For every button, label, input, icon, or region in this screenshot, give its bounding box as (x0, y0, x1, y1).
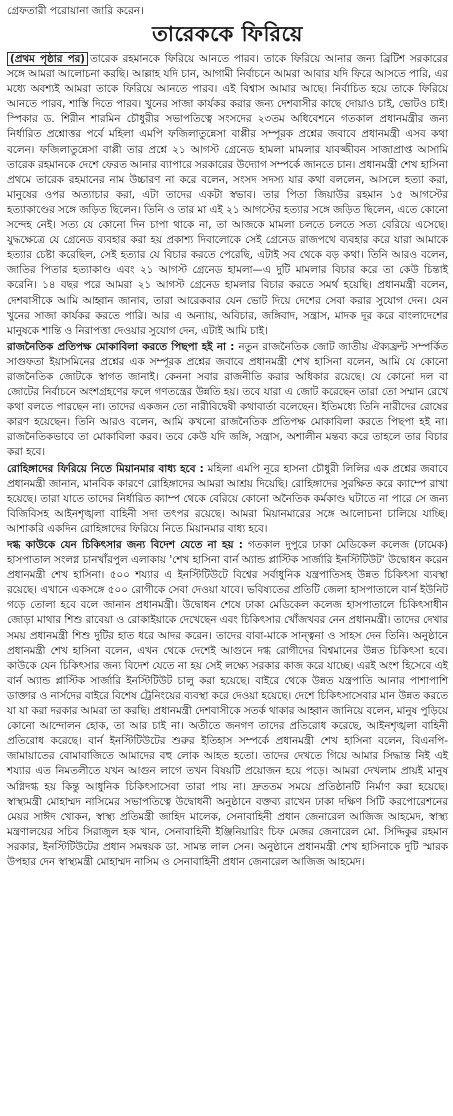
paragraph-text: নতুন রাজনৈতিক জোট জাতীয় ঐক্যফ্রন্ট সম্পর্কিত সাগুফতা ইয়াসমিনের প্রশ্নের এক সম্পূরক প্রশ্নের জবাবে প্রধানমন্ত্রী শেখ হাসিনা বলেন, আমি যে কোনো রাজনৈতিক জোটকে স্বাগত জানাই। কেননা সবার রাজনীতি করার অধিকার রয়েছে। যে কোনো দল বা জোটের নির্বাচনে অংশগ্রহণের ফলে গণতন্ত্রের উন্নতি হয়। তবে যারা এ জোট করেছেন তারা তো সম্মান রেখে কথা বলতে পারছেন না। তাদের একজন তো নারীবিদ্বেষী কথাবার্তা বলেছেন। ইতিমধ্যে তিনি নারীদের রোষের কারণ হয়েছেন। তিনি আরও বলেন, আমি কখনো রাজনৈতিক প্রতিপক্ষ মোকাবিলা করতে পিছপা হই না। রাজনৈতিকভাবে তা মোকাবিলা করব। তবে কেউ যদি জঙ্গি, সন্ত্রাস, অশালীন মন্তব্য করে তাহলে তার বিচার করা হবে। (7, 340, 449, 459)
paragraph-political-rivals (7, 340, 448, 461)
subheading: রাজনৈতিক প্রতিপক্ষ মোকাবিলা করতে পিছপা হই না : (7, 340, 235, 353)
paragraph-burn-institute (7, 538, 448, 870)
subheading: রোহিঙ্গাদের ফিরিয়ে নিতে মিয়ানমার বাধ্য হবে : (7, 462, 204, 475)
paragraph-text: মহিলা এমপি নূরে হাসনা চৌধুরী লিলির এক প্রশ্নের জবাবে প্রধানমন্ত্রী জানান, মানবিক কারণে রোহিঙ্গাদের আমরা আশ্রয় দিয়েছি। রোহিঙ্গাদের সুরক্ষিত করে ক্যাম্পে রাখা হয়েছে। তারা যাতে তাদের নির্ধারিত ক্যাম্প থেকে বেরিয়ে কোনো অনৈতিক কর্মকাণ্ড ঘটাতে না পারে সে জন্য বিজিবিসহ আইনশৃঙ্খলা বাহিনী সদা তৎপর রয়েছে। আমরা মিয়ানমারের সঙ্গে আলোচনা চালিয়ে যাচ্ছি। আশাকরি একদিন রোহিঙ্গাদের ফিরিয়ে নিতে মিয়ানমার বাধ্য হবে। (7, 462, 448, 535)
continuation-label: (প্রথম পৃষ্ঠার পর) (7, 52, 88, 66)
subheading: দগ্ধ কাউকে যেন চিকিৎসার জন্য বিদেশ যেতে না হয় : (7, 539, 243, 551)
previous-article-end: গ্রেফতারী পরোয়ানা জারি করেন। (7, 5, 144, 17)
article-headline: তারেককে ফিরিয়ে (152, 21, 303, 46)
paragraph-intro (7, 52, 448, 339)
paragraph-text: তারেক রহমানকে ফিরিয়ে আনতে পারব। তাকে ফিরিয়ে আনার জন্য ব্রিটিশ সরকারের সঙ্গে আমরা আলোচনা করছি। আল্লাহ যদি চান, আগামী নির্বাচনে আমরা আবার যদি ফিরে আসতে পারি, এর মধ্যে অবশ্যই আমরা তাকে ফিরিয়ে আনতে পারব। এই বিশ্বাস আমার আছে। নির্বাচিত হয়ে তাকে ফিরিয়ে আনতে পারব, শাস্তি দিতে পারব। খুনের সাজা কার্যকর করার জন্য দেশবাসীর কাছে দোয়াও চাই, ভোটও চাই। স্পিকার ড. শিরীন শারমিন চৌধুরীর সভাপতিত্বে সংসদের ২৩তম অধিবেশনে গতকাল প্রধানমন্ত্রীর জন্য নির্ধারিত প্রশ্নোত্তর পর্বে মহিলা এমপি ফজিলাতুন্নেসা বাপ্পীর সম্পূরক প্রশ্নের জবাবে প্রধানমন্ত্রী এসব কথা বলেন। ফজিলাতুন্নেসা বাপ্পী তার প্রশ্নে ২১ আগস্ট গ্রেনেড হামলা মামলার যাবজ্জীবন সাজাপ্রাপ্ত আসামি তারেক রহমানকে দেশে ফেরত আনার ব্যাপারে সরকারের উদ্যোগ সম্পর্কে জানতে চান। প্রধানমন্ত্রী শেখ হাসিনা প্রথমে তারেক রহমানের নাম উচ্চারণ না করে বলেন, সংসদ সদস্য যার কথা বললেন, আসলে হত্যা করা, মানুষের ওপর অত্যাচার করা, এটা তাদের একটা স্বভাব। তার পিতা জিয়াউর রহমান ১৫ আগস্টের হত্যাকাণ্ডের সঙ্গে জড়িত ছিলেন। তিনি ও তার মা এই ২১ আগস্টের হত্যার সঙ্গে জড়িত ছিলেন, এতে কোনো সন্দেহ নেই। সত্য যে কোনো দিন চাপা থাকে না, তা আজকে মামলা চলতে চলতে সত্য বেরিয়ে এসেছে। যুদ্ধক্ষেত্রে যে গ্রেনেড ব্যবহার করা হয় প্রকাশ্য দিবালোকে সেই গ্রেনেড রাজপথে ব্যবহার করে যারা আমাকে হত্যার চেষ্টা করেছিল, সেই হত্যার যে বিচার করতে পেরেছি, এটাই সব থেকে বড় কথা। তিনি আরও বলেন, জাতির পিতার হত্যাকাণ্ড এবং ২১ আগস্ট গ্রেনেড হামলা—এ দুটি মামলার বিচার করে তা কেউ চিন্তাই করেনি। ১৪ বছর পরে আমরা ২১ আগস্ট গ্রেনেড হামলার বিচার করতে সমর্থ হয়েছি। প্রধানমন্ত্রী বলেন, দেশবাসীকে আমি আহ্বান জানাব, তারা আরেকবার যেন ভোট দিয়ে দেশের সেবা করার সুযোগ দেন। যেন খুনের সাজা কার্যকর করতে পারি। আর এ অন্যায়, অবিচার, জঙ্গিবাদ, সন্ত্রাস, মাদক দূর করে বাংলাদেশের মানুষকে শান্তি ও নিরাপত্তা দেওয়ার সুযোগ দেন, এটাই আমি চাই। (7, 53, 448, 337)
paragraph-rohingya (7, 462, 448, 537)
paragraph-text: গতকাল দুপুরে ঢাকা মেডিকেল কলেজ (ঢামেক) হাসপাতাল সংলগ্ন চানখাঁরপুল এলাকায় 'শেখ হাসিনা বার্ন অ্যান্ড প্লাস্টিক সার্জারি ইনস্টিটিউট' উদ্বোধন করেন প্রধানমন্ত্রী শেখ হাসিনা। ৫০০ শয্যার এ ইনস্টিটিউটে বিশ্বের সর্বাধুনিক যন্ত্রপাতিসহ উন্নত চিকিৎসা ব্যবস্থা রয়েছে। এখানে একসঙ্গে ৫০০ রোগীকে সেবা দেওয়া যাবে। ভবিষ্যতের প্রতিটি জেলা হাসপাতালে বার্ন ইউনিট গড়ে তোলা হবে বলে জানান প্রধানমন্ত্রী। উদ্বোধন শেষে ঢাকা মেডিকেল কলেজ হাসপাতালে চিকিৎসাধীন জোড়া মাথার শিশু রাবেয়া ও রোকাইয়াকে দেখেছেন এবং চিকিৎসার খোঁজখবর নেন প্রধানমন্ত্রী। তাদের দেখার সময় প্রধানমন্ত্রী শিশু দুটির হাত ধরে আদর করেন। তাদের বাবা-মাকে সান্ত্বনা ও সাহস দেন তিনি। অনুষ্ঠানে প্রধানমন্ত্রী শেখ হাসিনা বলেন, এখন থেকে দেশেই আগুনে দগ্ধ রোগীদের বিশ্বমানের উন্নত চিকিৎসা হবে। কাউকে যেন চিকিৎসার জন্য বিদেশ যেতে না হয় সেই লক্ষ্যে সরকার কাজ করে যাচ্ছে। এরই অংশ হিসেবে এই বার্ন অ্যান্ড প্লাস্টিক সার্জারি ইনস্টিটিউট চালু করা হয়েছে। বাইরে থেকে উন্নত যন্ত্রপাতি আনার পাশাপাশি ডাক্তার ও নার্সদের বাইরে বিশেষ ট্রেনিংয়ের ব্যবস্থা করে দেওয়া হয়েছে। দেশে চিকিৎসাসেবার মান উন্নত করতে যা যা করা দরকার আমরা তা করছি। প্রধানমন্ত্রী দেশবাসীকে সতর্ক থাকার আহ্বান জানিয়ে বলেন, মানুষ পুড়িয়ে কোনো আন্দোলন হোক, তা আর চাই না। অতীতে জনগণ তাদের প্রতিরোধ করেছে, আইনশৃঙ্খলা বাহিনী প্রতিরোধ করেছে। বার্ন ইনস্টিটিউটের শুরুর ইতিহাস সম্পর্কে প্রধানমন্ত্রী শেখ হাসিনা বলেন, বিএনপি-জামায়াতের বোমাবাজিতে আমাদের বহু লোক আহত হতো। তাদের দেখতে গিয়ে আমার সিদ্ধান্ত নিই এই শয্যার এত নিমতলীতে যখন আগুন লাগে তখন বিষয়টি প্রয়োজন হয়ে পড়ে। আমরা দেখলাম প্রায়ই মানুষ অগ্নিদগ্ধ হয় কিন্তু আধুনিক চিকিৎসাসেবা তারা পায় না। দ্রুততম সময়ে প্রতিষ্ঠানটি নির্মাণ করা হয়েছে। স্বাস্থ্যমন্ত্রী মোহাম্মদ নাসিমের সভাপতিত্বে উদ্বোধনী অনুষ্ঠানে বক্তব্য রাখেন ঢাকা দক্ষিণ সিটি করপোরেশনের মেয়র সাঈদ খোকন, স্বাস্থ্য প্রতিমন্ত্রী জাহিদ মালেক, সেনাবাহিনী প্রধান জেনারেল আজিজ আহমেদ, স্বাস্থ্য মন্ত্রণালয়ের সচিব সিরাজুল হক খান, সেনাবাহিনী ইঞ্জিনিয়ারিং চিফ মেজর জেনারেল মো. সিদ্দিকুর রহমান সরকার, ইনস্টিটিউটের প্রধান সমন্বয়ক ডা. সামন্ত লাল সেন। অনুষ্ঠানে প্রধানমন্ত্রী শেখ হাসিনাকে দুটি স্মারক উপহার দেন স্বাস্থ্যমন্ত্রী মোহাম্মদ নাসিম ও সেনাবাহিনী প্রধান জেনারেল আজিজ আহমেদ। (7, 539, 449, 868)
